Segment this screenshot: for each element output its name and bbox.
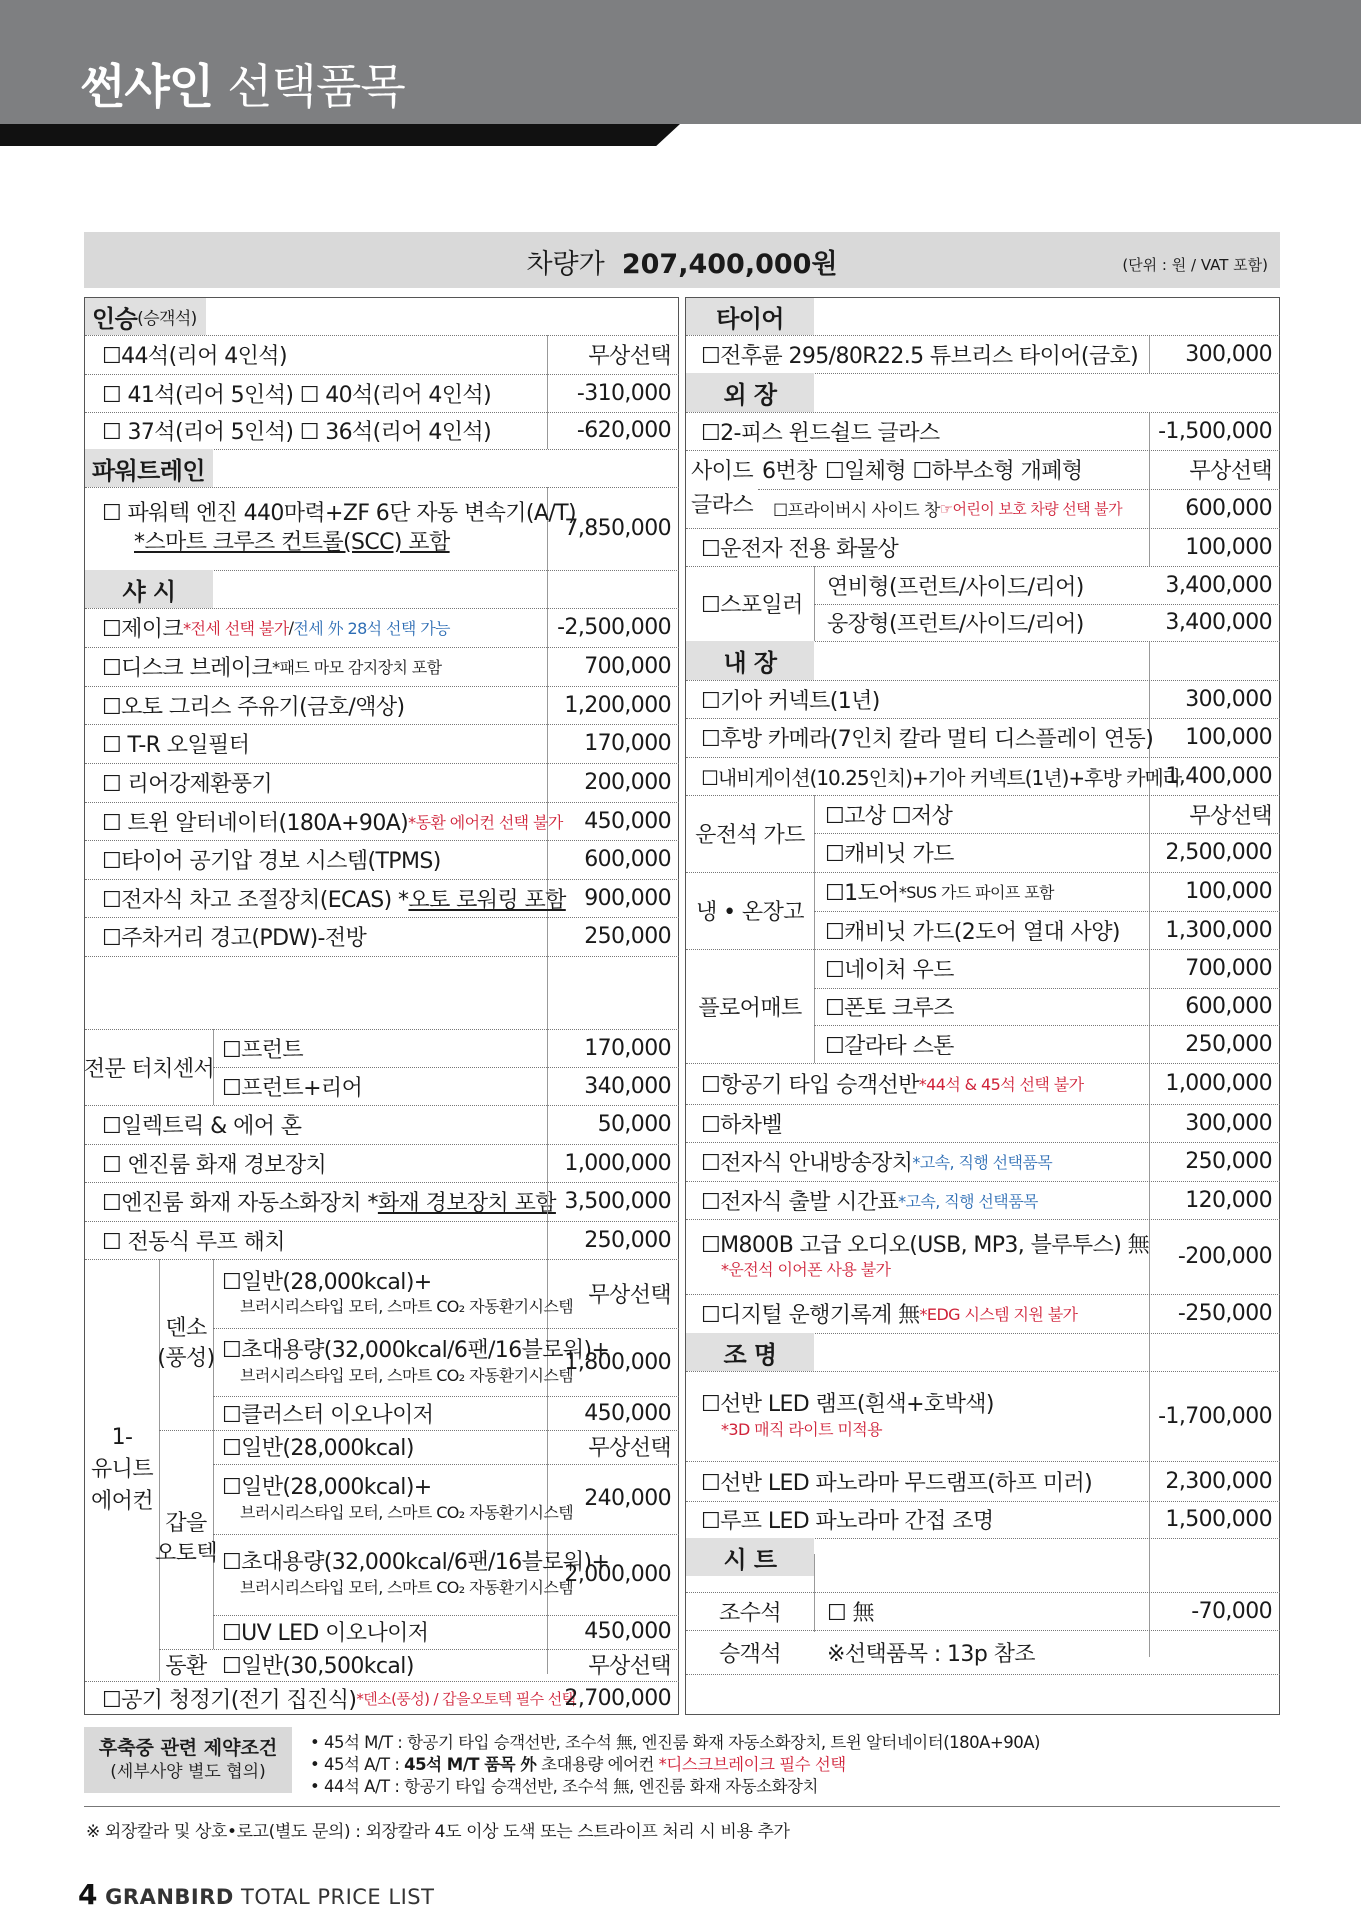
- price: 2,300,000: [1165, 1468, 1272, 1494]
- option-mat-ponto[interactable]: ☐폰토 크루즈: [825, 996, 954, 1021]
- rear-axle-constraints-label: 후축중 관련 제약조건 (세부사양 별도 협의): [84, 1727, 292, 1793]
- option-windshield[interactable]: ☐2-피스 윈드쉴드 글라스: [701, 420, 940, 446]
- price: 3,400,000: [1165, 610, 1272, 635]
- option-air-purifier[interactable]: ☐공기 청정기(전기 집진식) *덴소(풍성) / 갑을오토텍 필수 선택: [102, 1687, 576, 1713]
- constraint-44at: • 44석 A/T : 항공기 타입 승객선반, 조수석 無, 엔진룸 화재 자동소화장치: [310, 1777, 818, 1796]
- spoiler-economy[interactable]: 연비형(프런트/사이드/리어): [827, 574, 1084, 600]
- option-jake-brake[interactable]: ☐제이크 *전세 선택 불가 / 전세 外 28석 선택 가능: [102, 617, 450, 642]
- price: -620,000: [576, 418, 671, 443]
- option-donghwan-standard[interactable]: ☐일반(30,500kcal): [222, 1654, 414, 1680]
- price: 250,000: [1185, 1031, 1272, 1057]
- option-stop-bell[interactable]: ☐하차벨: [701, 1112, 783, 1138]
- price: 120,000: [1185, 1187, 1272, 1213]
- window-6-label: 6번창: [762, 459, 817, 484]
- option-rear-camera[interactable]: ☐후방 카메라(7인치 칼라 멀티 디스플레이 연동): [701, 727, 1154, 752]
- constraint-45at: • 45석 A/T : 45석 M/T 품목 外 초대용량 에어컨 *디스크브레이크 필수 선택: [310, 1755, 846, 1774]
- price: -310,000: [576, 380, 671, 406]
- powertrain-header: 파워트레인: [85, 449, 213, 487]
- option-denso-standard[interactable]: ☐일반(28,000kcal)+ 브러시리스타입 모터, 스마트 CO₂ 자동환기시스템: [222, 1269, 574, 1317]
- option-led-shelf-lamp[interactable]: ☐선반 LED 램프(흰색+호박색) *3D 매직 라이트 미적용: [701, 1392, 994, 1439]
- price: -1,500,000: [1158, 418, 1272, 444]
- price: 1,200,000: [564, 692, 671, 718]
- left-aircon-section: [84, 297, 679, 1715]
- price: 100,000: [1185, 725, 1272, 750]
- price: 무상선택: [588, 1282, 671, 1308]
- unit-note: (단위 : 원 / VAT 포함): [1122, 256, 1268, 274]
- price: 2,000,000: [564, 1561, 671, 1587]
- price: -1,700,000: [1158, 1403, 1272, 1429]
- assistant-seat-label: 조수석: [719, 1600, 781, 1626]
- color-note: ※ 외장칼라 및 상호•로고(별도 문의) : 외장칼라 4도 이상 도색 또는 스트라이프 처리 시 비용 추가: [86, 1822, 790, 1842]
- spoiler-grand[interactable]: 웅장형(프런트/사이드/리어): [827, 612, 1084, 637]
- option-fridge-1door[interactable]: ☐1도어 *SUS 가드 파이프 포함: [825, 881, 1054, 906]
- price: -70,000: [1191, 1598, 1272, 1624]
- price: 700,000: [584, 654, 671, 679]
- passenger-seat-label: 승객석: [719, 1641, 781, 1667]
- option-fridge-cabinet[interactable]: ☐캐비닛 가드(2도어 열대 사양): [825, 919, 1120, 945]
- exterior-header: 외 장: [686, 373, 814, 412]
- price: 200,000: [584, 770, 671, 795]
- price: -2,500,000: [557, 615, 671, 640]
- option-side-window-type[interactable]: ☐일체형 ☐하부소형 개폐형: [825, 459, 1083, 484]
- price: 1,000,000: [564, 1150, 671, 1176]
- page-title: 썬샤인 선택품목: [80, 60, 405, 115]
- option-tpms[interactable]: ☐타이어 공기압 경보 시스템(TPMS): [102, 849, 441, 874]
- interior-header: 내 장: [686, 641, 814, 680]
- option-guard-height[interactable]: ☐고상 ☐저상: [825, 803, 953, 829]
- seat-header: 시 트: [686, 1538, 814, 1576]
- price: 무상선택: [588, 344, 671, 369]
- option-roof-led[interactable]: ☐루프 LED 파노라마 간접 조명: [701, 1509, 994, 1534]
- price: -200,000: [1177, 1244, 1272, 1269]
- price: 무상선택: [588, 1436, 671, 1462]
- constraint-45mt: • 45석 M/T : 항공기 타입 승객선반, 조수석 無, 엔진룸 화재 자동소화장치, 트윈 알터네이터(180A+90A): [310, 1733, 1040, 1752]
- option-rear-fan[interactable]: ☐ 리어강제환풍기: [102, 772, 273, 797]
- option-seat-37-36[interactable]: ☐ 37석(리어 5인석) ☐ 36석(리어 4인석): [102, 420, 492, 445]
- right-options-table: [685, 297, 1280, 1715]
- price: 1,300,000: [1165, 917, 1272, 943]
- option-seat-44[interactable]: ☐44석(리어 4인석): [102, 344, 287, 369]
- lighting-header: 조 명: [686, 1333, 814, 1371]
- option-pdw[interactable]: ☐주차거리 경고(PDW)-전방: [102, 926, 367, 951]
- option-audio[interactable]: ☐M800B 고급 오디오(USB, MP3, 블루투스) 無 *운전석 이어폰 사용 불가: [701, 1232, 1149, 1280]
- price: 50,000: [597, 1112, 671, 1137]
- price: 240,000: [584, 1486, 671, 1512]
- seats-header: 인승 (승객석): [85, 298, 206, 335]
- price: 100,000: [1185, 879, 1272, 904]
- vehicle-price-bar: [84, 232, 1280, 288]
- option-cluster-ionizer[interactable]: ☐클러스터 이오나이저: [222, 1402, 434, 1428]
- aircon-label: 1- 유니트 에어컨: [91, 1425, 153, 1514]
- price: 600,000: [584, 847, 671, 872]
- option-announcement[interactable]: ☐전자식 안내방송장치 *고속, 직행 선택품목: [701, 1151, 1053, 1176]
- price: 250,000: [1185, 1149, 1272, 1174]
- price: 170,000: [584, 731, 671, 756]
- price: 무상선택: [1189, 803, 1272, 829]
- price: 1,000,000: [1165, 1071, 1272, 1096]
- option-mat-galata[interactable]: ☐갈라타 스톤: [825, 1033, 954, 1059]
- price: 3,400,000: [1165, 572, 1272, 598]
- price: 100,000: [1185, 534, 1272, 560]
- price: 300,000: [1185, 341, 1272, 367]
- chassis-header: 샤 시: [85, 570, 213, 608]
- price: 170,000: [584, 1035, 671, 1061]
- fridge-label: 냉 • 온장고: [696, 900, 804, 925]
- option-tire[interactable]: ☐전후륜 295/80R22.5 튜브리스 타이어(금호): [701, 343, 1139, 369]
- option-airplane-rack[interactable]: ☐항공기 타입 승객선반 *44석 & 45석 선택 불가: [701, 1073, 1084, 1098]
- price: -250,000: [1177, 1301, 1272, 1326]
- option-fire-extinguisher[interactable]: ☐엔진룸 화재 자동소화장치 * 화재 경보장치 포함: [102, 1191, 556, 1216]
- option-led-mood-lamp[interactable]: ☐선반 LED 파노라마 무드램프(하프 미러): [701, 1470, 1093, 1496]
- gapeul-label: 갑을 오토텍: [155, 1510, 217, 1567]
- option-twin-alternator[interactable]: ☐ 트윈 알터네이터(180A+90A) *동환 에어컨 선택 불가: [102, 810, 563, 836]
- option-denso-large[interactable]: ☐초대용량(32,000kcal/6팬/16블로워)+ 브러시리스타입 모터, 스마트 CO₂ 자동환기시스템: [222, 1338, 610, 1385]
- passenger-seat-note: ※선택품목 : 13p 참조: [827, 1641, 1035, 1667]
- touch-sensor-label: 전문 터치센서: [83, 1056, 215, 1082]
- option-touch-front-rear[interactable]: ☐프런트+리어: [222, 1075, 363, 1101]
- option-dtg[interactable]: ☐디지털 운행기록계 無 *EDG 시스템 지원 불가: [701, 1303, 1078, 1328]
- price: 3,500,000: [564, 1189, 671, 1214]
- option-driver-cargo[interactable]: ☐운전자 전용 화물상: [701, 536, 899, 562]
- price: 2,700,000: [564, 1685, 671, 1711]
- option-fire-alarm[interactable]: ☐ 엔진룸 화재 경보장치: [102, 1152, 327, 1178]
- option-roof-hatch[interactable]: ☐ 전동식 루프 해치: [102, 1229, 285, 1255]
- option-gapeul-standard-plus[interactable]: ☐일반(28,000kcal)+ 브러시리스타입 모터, 스마트 CO₂ 자동환기시스템: [222, 1475, 574, 1522]
- title-banner: [0, 0, 1361, 124]
- option-powertrain[interactable]: ☐ 파워텍 엔진 440마력+ZF 6단 자동 변속기(A/T) *스마트 크루즈 컨트롤(SCC) 포함: [102, 500, 576, 555]
- option-spoiler[interactable]: ☐스포일러: [701, 593, 803, 618]
- option-privacy-window[interactable]: ☐프라이버시 사이드 창 ☞어린이 보호 차량 선택 불가: [773, 500, 1122, 521]
- price: 무상선택: [1189, 459, 1272, 484]
- option-departure-board[interactable]: ☐전자식 출발 시간표 *고속, 직행 선택품목: [701, 1189, 1038, 1215]
- option-kia-connect[interactable]: ☐기아 커넥트(1년): [701, 688, 880, 714]
- price: 250,000: [584, 924, 671, 949]
- price: 7,850,000: [564, 516, 671, 541]
- option-horn[interactable]: ☐일렉트릭 & 에어 혼: [102, 1114, 302, 1139]
- option-assistant-seat[interactable]: ☐ 無: [827, 1600, 874, 1626]
- option-navigation[interactable]: ☐내비게이션(10.25인치)+기아 커넥트(1년)+후방 카메라: [701, 765, 1182, 790]
- price: 700,000: [1185, 956, 1272, 981]
- denso-label: 덴소 (풍성): [157, 1315, 215, 1372]
- banner-stripe: [0, 124, 680, 146]
- price: 600,000: [1185, 496, 1272, 521]
- option-gapeul-standard[interactable]: ☐일반(28,000kcal): [222, 1436, 414, 1462]
- price: 300,000: [1185, 1110, 1272, 1136]
- floor-mat-label: 플로어매트: [698, 995, 802, 1021]
- price: 450,000: [584, 1619, 671, 1645]
- price: 무상선택: [588, 1654, 671, 1680]
- side-glass-label: 사이드 글라스: [691, 458, 753, 518]
- price: 600,000: [1185, 994, 1272, 1019]
- price: 340,000: [584, 1073, 671, 1099]
- price: 450,000: [584, 1400, 671, 1426]
- price: 1,800,000: [564, 1349, 671, 1375]
- price: 450,000: [584, 808, 671, 834]
- option-ecas[interactable]: ☐전자식 차고 조절장치(ECAS) * 오토 로워링 포함: [102, 887, 566, 913]
- option-uv-ionizer[interactable]: ☐UV LED 이오나이저: [222, 1621, 429, 1647]
- option-cabinet-guard[interactable]: ☐캐비닛 가드: [825, 842, 954, 867]
- price: 900,000: [584, 885, 671, 911]
- driver-guard-label: 운전석 가드: [695, 823, 805, 848]
- tire-header: 타이어: [686, 298, 814, 335]
- option-gapeul-large[interactable]: ☐초대용량(32,000kcal/6팬/16블로워)+ 브러시리스타입 모터, 스마트 CO₂ 자동환기시스템: [222, 1550, 610, 1598]
- option-auto-grease[interactable]: ☐오토 그리스 주유기(금호/액상): [102, 694, 405, 720]
- price: 1,400,000: [1165, 763, 1272, 789]
- option-touch-front[interactable]: ☐프런트: [222, 1037, 304, 1063]
- vehicle-price: 차량가 207,400,000원: [526, 249, 838, 280]
- price: 300,000: [1185, 686, 1272, 712]
- page-footer: 4 GRANBIRD TOTAL PRICE LIST: [78, 1878, 435, 1911]
- option-tr-filter[interactable]: ☐ T-R 오일필터: [102, 733, 250, 758]
- price: 250,000: [584, 1227, 671, 1253]
- option-seat-41-40[interactable]: ☐ 41석(리어 5인석) ☐ 40석(리어 4인석): [102, 382, 492, 408]
- note-divider: [84, 1806, 1280, 1807]
- option-disc-brake[interactable]: ☐디스크 브레이크 *패드 마모 감지장치 포함: [102, 656, 442, 681]
- price: 2,500,000: [1165, 840, 1272, 865]
- option-mat-wood[interactable]: ☐네이처 우드: [825, 958, 954, 983]
- donghwan-label: 동환: [165, 1654, 207, 1680]
- price: 1,500,000: [1165, 1507, 1272, 1532]
